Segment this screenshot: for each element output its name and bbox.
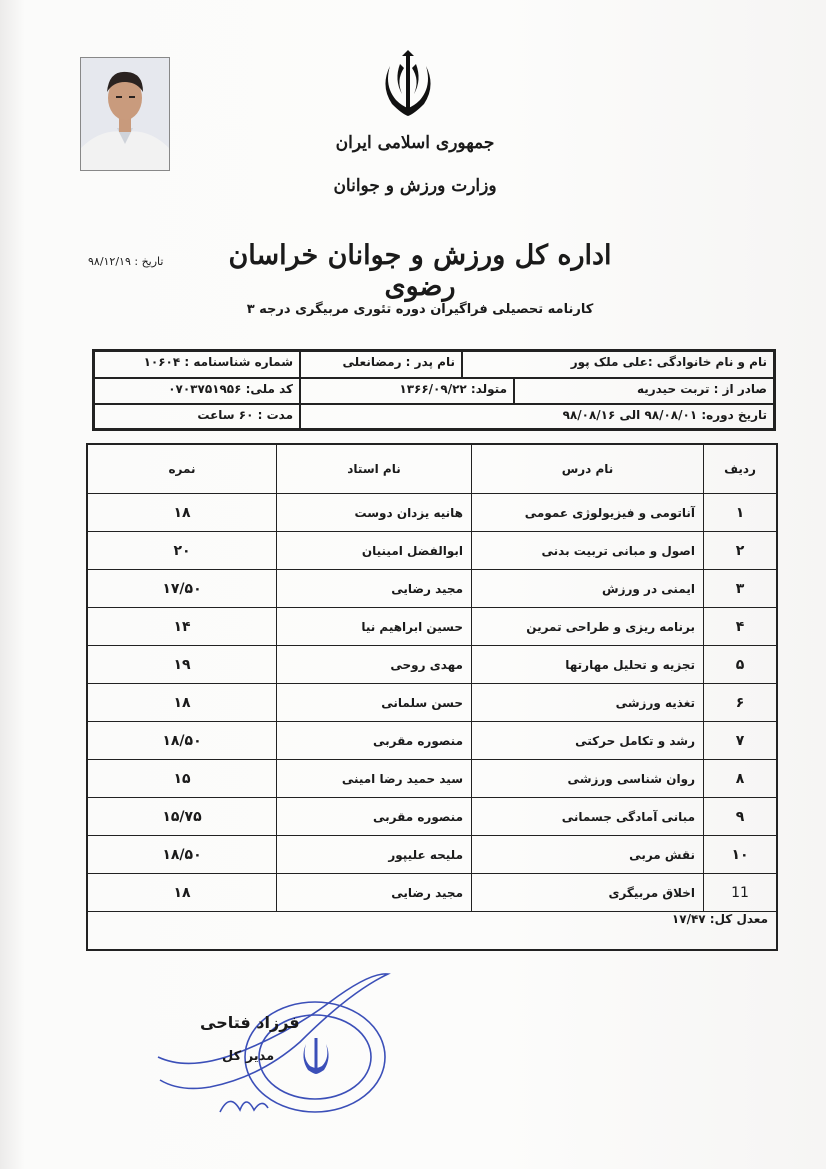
ministry-heading: وزارت ورزش و جوانان — [333, 176, 497, 196]
row-index: ۷ — [704, 722, 778, 760]
row-teacher: ابوالفضل امینیان — [277, 532, 472, 570]
row-teacher: مهدی روحی — [277, 646, 472, 684]
row-index: ۱ — [704, 494, 778, 532]
table-row — [87, 836, 777, 874]
row-teacher: سید حمید رضا امینی — [277, 760, 472, 798]
table-row — [87, 532, 777, 570]
row-index: 11 — [704, 874, 778, 912]
signatory-name: فرزاد فتاحی — [200, 1013, 300, 1032]
row-course: آناتومی و فیزیولوژی عمومی — [472, 494, 704, 532]
row-course: مبانی آمادگی جسمانی — [472, 798, 704, 836]
course-duration: مدت : ۶۰ ساعت — [94, 404, 300, 429]
birth-date: متولد: ۱۳۶۶/۰۹/۲۲ — [300, 378, 514, 404]
row-course: تجزیه و تحلیل مهارتها — [472, 646, 704, 684]
applicant-photo — [80, 57, 170, 171]
row-course: رشد و تکامل حرکتی — [472, 722, 704, 760]
issued-from: صادر از : تربت حیدریه — [514, 378, 774, 404]
row-teacher: مجید رضایی — [277, 570, 472, 608]
row-teacher: منصوره مقربی — [277, 722, 472, 760]
row-grade: ۱۸ — [87, 494, 277, 532]
row-index: ۳ — [704, 570, 778, 608]
row-index: ۶ — [704, 684, 778, 722]
row-index: ۸ — [704, 760, 778, 798]
student-info-box — [92, 349, 776, 431]
row-course: اخلاق مربیگری — [472, 874, 704, 912]
header-grade: نمره — [87, 444, 277, 494]
table-row — [87, 570, 777, 608]
id-number: شماره شناسنامه : ۱۰۶۰۴ — [94, 351, 300, 378]
row-grade: ۱۵/۷۵ — [87, 798, 277, 836]
row-grade: ۱۸/۵۰ — [87, 722, 277, 760]
row-teacher: حسین ابراهیم نیا — [277, 608, 472, 646]
row-course: نقش مربی — [472, 836, 704, 874]
overall-average: معدل کل: ۱۷/۴۷ — [87, 912, 777, 951]
row-course: برنامه ریزی و طراحی تمرین — [472, 608, 704, 646]
average-row — [87, 912, 777, 951]
row-grade: ۱۸ — [87, 684, 277, 722]
row-index: ۲ — [704, 532, 778, 570]
republic-heading: جمهوری اسلامی ایران — [335, 133, 495, 153]
row-grade: ۱۷/۵۰ — [87, 570, 277, 608]
row-course: ایمنی در ورزش — [472, 570, 704, 608]
row-teacher: حسن سلمانی — [277, 684, 472, 722]
issue-date: تاریخ : ۹۸/۱۲/۱۹ — [88, 255, 164, 268]
grades-table — [86, 443, 778, 951]
row-index: ۹ — [704, 798, 778, 836]
row-index: ۴ — [704, 608, 778, 646]
father-name: نام پدر : رمضانعلی — [300, 351, 462, 378]
row-grade: ۱۹ — [87, 646, 277, 684]
course-date: تاریخ دوره: ۹۸/۰۸/۰۱ الی ۹۸/۰۸/۱۶ — [300, 404, 774, 429]
row-grade: ۱۴ — [87, 608, 277, 646]
table-row — [87, 722, 777, 760]
row-teacher: منصوره مقربی — [277, 798, 472, 836]
row-teacher: ملیحه علیپور — [277, 836, 472, 874]
document-title: کارنامه تحصیلی فراگیران دوره تئوری مربیگری درجه ۳ — [246, 302, 594, 317]
row-grade: ۲۰ — [87, 532, 277, 570]
table-row — [87, 608, 777, 646]
row-grade: ۱۸ — [87, 874, 277, 912]
signature-stamp-icon — [150, 962, 410, 1122]
national-code: کد ملی: ۰۷۰۳۷۵۱۹۵۶ — [94, 378, 300, 404]
table-row — [87, 494, 777, 532]
header-teacher: نام استاد — [277, 444, 472, 494]
iran-emblem-icon — [372, 50, 444, 122]
table-header-row — [87, 444, 777, 494]
table-row — [87, 874, 777, 912]
table-row — [87, 684, 777, 722]
row-grade: ۱۸/۵۰ — [87, 836, 277, 874]
header-course: نام درس — [472, 444, 704, 494]
row-course: روان شناسی ورزشی — [472, 760, 704, 798]
signatory-title: مدیر کل — [222, 1049, 275, 1064]
student-name: نام و نام خانوادگی :علی ملک پور — [462, 351, 774, 378]
row-teacher: مجید رضایی — [277, 874, 472, 912]
row-grade: ۱۵ — [87, 760, 277, 798]
row-index: ۱۰ — [704, 836, 778, 874]
header-index: ردیف — [704, 444, 778, 494]
table-row — [87, 760, 777, 798]
row-course: تغذیه ورزشی — [472, 684, 704, 722]
row-teacher: هانیه یزدان دوست — [277, 494, 472, 532]
table-row — [87, 646, 777, 684]
row-course: اصول و مبانی تربیت بدنی — [472, 532, 704, 570]
organization-heading: اداره کل ورزش و جوانان خراسان رضوی — [228, 240, 612, 302]
row-index: ۵ — [704, 646, 778, 684]
table-row — [87, 798, 777, 836]
